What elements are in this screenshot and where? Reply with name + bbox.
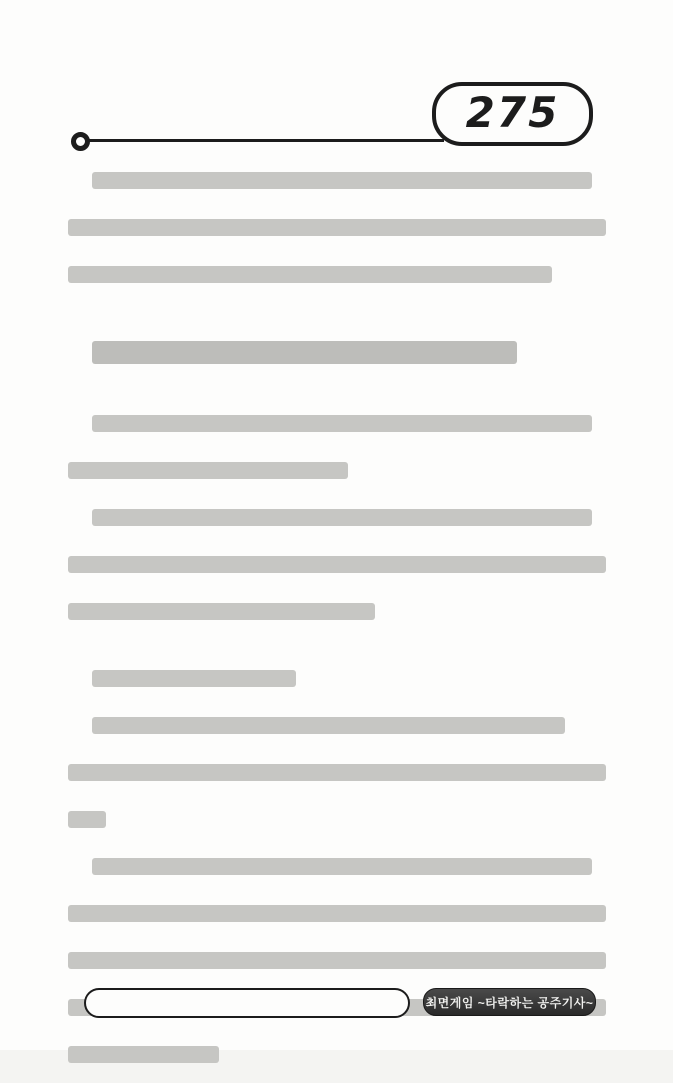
footer-title-badge <box>423 988 596 1016</box>
redacted-text-bar <box>92 341 517 364</box>
paragraph-3 <box>68 509 606 640</box>
redacted-text-bar <box>68 556 606 573</box>
redacted-text-line <box>68 670 606 707</box>
redacted-text-bar <box>68 764 606 781</box>
redacted-text-bar <box>68 219 606 236</box>
redacted-text-line <box>68 556 606 593</box>
redacted-text-bar <box>68 952 606 969</box>
book-title: 최면게임 ~타락하는 공주기사~ <box>425 995 594 1010</box>
paragraph-4 <box>68 858 606 1083</box>
redacted-text-line <box>68 858 606 895</box>
redacted-text-bar <box>68 603 375 620</box>
header-rule <box>86 139 444 142</box>
redacted-text-bar <box>68 462 348 479</box>
redacted-text-bar <box>68 905 606 922</box>
redacted-text-line <box>68 266 606 303</box>
redacted-text-line <box>68 341 606 385</box>
redacted-text-bar <box>68 266 552 283</box>
redacted-text-bar <box>92 172 592 189</box>
redacted-text-line <box>68 172 606 209</box>
paragraph-1 <box>68 172 606 303</box>
redacted-text-bar <box>92 415 592 432</box>
page-number-badge <box>432 82 593 146</box>
redacted-text-line <box>68 509 606 546</box>
redacted-text-line <box>68 1046 606 1083</box>
redacted-text-bar <box>68 1046 219 1063</box>
redacted-text-bar <box>92 509 592 526</box>
redacted-text-bar <box>92 717 565 734</box>
sfx-line <box>68 670 606 707</box>
redacted-text-line <box>68 717 606 754</box>
redacted-text-line <box>68 811 606 848</box>
body-text-block <box>68 162 606 1083</box>
page-number: 275 <box>465 88 560 137</box>
redacted-text-line <box>68 415 606 452</box>
redacted-text-bar <box>68 811 106 828</box>
dialogue-line-1 <box>68 341 606 385</box>
redacted-text-line <box>68 219 606 256</box>
redacted-text-line <box>68 952 606 989</box>
paragraph-2 <box>68 415 606 499</box>
redacted-text-bar <box>92 858 592 875</box>
redacted-text-line <box>68 764 606 801</box>
redacted-text-bar <box>92 670 296 687</box>
footer-empty-pill <box>84 988 410 1018</box>
redacted-text-line <box>68 905 606 942</box>
redacted-text-line <box>68 462 606 499</box>
redacted-text-line <box>68 603 606 640</box>
dialogue-paragraph-2 <box>68 717 606 848</box>
